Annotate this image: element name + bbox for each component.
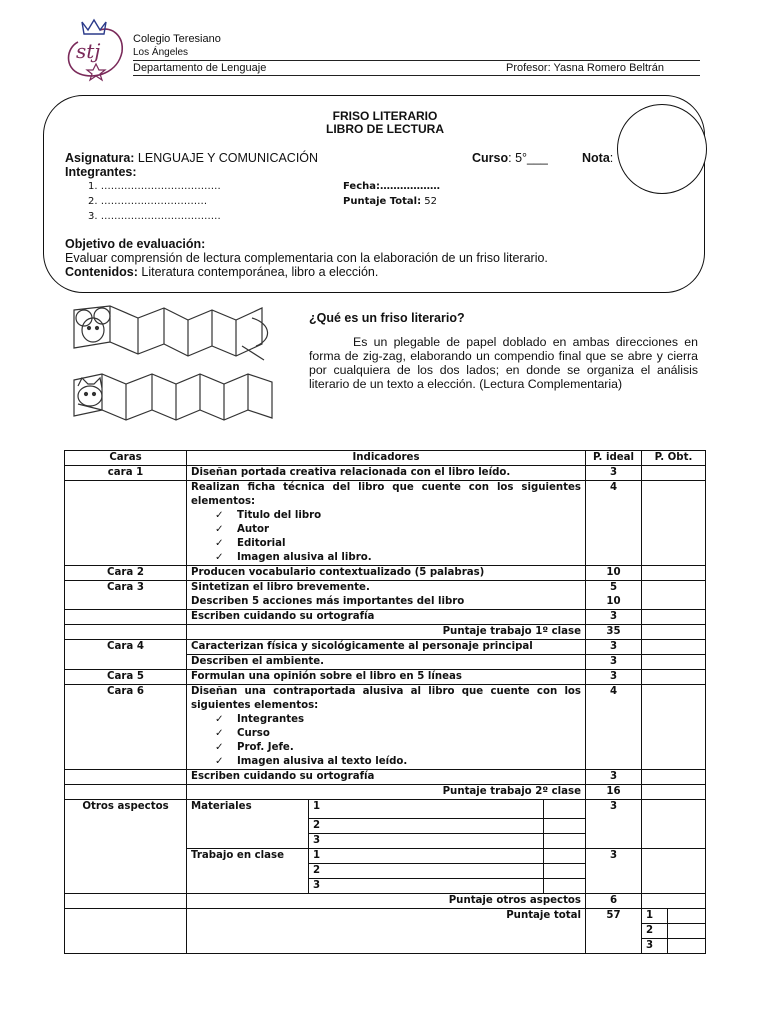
indicator: Diseñan portada creativa relacionada con el libro leído. xyxy=(187,466,586,481)
friso-description: Es un plegable de papel doblado en ambas direcciones en forma de zig-zag, elaborando un compendio final que se abre y cierra por cualquiera de los dos lados; en donde se organiza el análisis literario de un texto a elección. (Lectura Complementaria) xyxy=(309,335,698,391)
total-sub-number: 1 xyxy=(642,909,668,924)
title-line-2: LIBRO DE LECTURA xyxy=(326,122,444,136)
rubric-table xyxy=(64,450,706,954)
p-ideal: 3 xyxy=(586,655,642,670)
cara-label: Cara 3 xyxy=(65,581,187,610)
sub-number: 2 xyxy=(309,819,544,834)
p-ideal: 3 xyxy=(586,466,642,481)
total-value: 57 xyxy=(586,909,642,954)
col-header-indicadores: Indicadores xyxy=(187,451,586,466)
total-sub-blank xyxy=(668,939,706,954)
indicator-text: Sintetizan el libro brevemente. xyxy=(191,582,370,593)
check-item: ✓ Prof. Jefe. xyxy=(191,741,581,755)
school-name: Colegio Teresiano xyxy=(133,33,221,45)
member-1: 1. ……………………………… xyxy=(88,181,221,192)
asignatura-label: Asignatura: xyxy=(65,151,135,165)
curso xyxy=(472,151,548,165)
fecha: Fecha:……………… xyxy=(343,181,441,192)
header-rule xyxy=(133,60,700,61)
school-city: Los Ángeles xyxy=(133,47,189,58)
puntaje-label: Puntaje Total: xyxy=(343,196,422,207)
logo-text: stj xyxy=(76,39,101,63)
empty-cell xyxy=(65,610,187,625)
indicator: Escriben cuidando su ortografía xyxy=(187,770,586,785)
p-obt-cell xyxy=(642,481,706,566)
indicator-text: Realizan ficha técnica del libro que cuente con los siguientes elementos: xyxy=(191,482,581,507)
indicator-text: Describen 5 acciones más importantes del libro xyxy=(191,596,465,607)
col-header-p-ideal: P. ideal xyxy=(586,451,642,466)
p-ideal: 3 xyxy=(586,849,642,894)
table-row xyxy=(65,581,706,610)
p-obt-cell xyxy=(642,849,706,894)
p-obt-cell xyxy=(642,670,706,685)
p-ideal-b: 10 xyxy=(606,596,621,607)
cara-label: Cara 2 xyxy=(65,566,187,581)
p-obt-cell xyxy=(642,894,706,909)
p-ideal-a: 5 xyxy=(609,582,618,593)
table-header-row xyxy=(65,451,706,466)
table-row xyxy=(65,566,706,581)
p-obt-cell xyxy=(642,581,706,610)
sub-number: 3 xyxy=(309,879,544,894)
sub-blank xyxy=(544,800,586,819)
table-row xyxy=(65,481,706,566)
table-row xyxy=(65,466,706,481)
check-item: ✓ Imagen alusiva al libro. xyxy=(191,551,581,565)
p-obt-cell xyxy=(642,625,706,640)
empty-cell xyxy=(65,481,187,566)
indicator: Formulan una opinión sobre el libro en 5 líneas xyxy=(187,670,586,685)
check-item: ✓ Imagen alusiva al texto leído. xyxy=(191,755,581,769)
member-3: 3. ……………………………… xyxy=(88,211,221,222)
subtotal-row xyxy=(65,625,706,640)
p-obt-cell xyxy=(642,610,706,625)
empty-cell xyxy=(65,909,187,954)
contenidos-label: Contenidos: xyxy=(65,265,138,279)
total-sub-blank xyxy=(668,924,706,939)
p-ideal xyxy=(586,581,642,610)
document-title xyxy=(43,110,727,136)
puntaje-total xyxy=(343,196,437,207)
cara-label: Cara 6 xyxy=(65,685,187,770)
objetivo-label: Objetivo de evaluación: xyxy=(65,237,206,251)
sub-number: 1 xyxy=(309,849,544,864)
indicator xyxy=(187,581,586,610)
col-header-p-obt: P. Obt. xyxy=(642,451,706,466)
table-row xyxy=(65,770,706,785)
sub-blank xyxy=(544,849,586,864)
p-obt-cell xyxy=(642,655,706,670)
asignatura xyxy=(65,151,318,165)
otros-aspectos-label: Otros aspectos xyxy=(65,800,187,894)
table-row xyxy=(65,685,706,770)
p-ideal: 4 xyxy=(586,481,642,566)
check-item: ✓ Titulo del libro xyxy=(191,509,581,523)
subtotal-value: 16 xyxy=(586,785,642,800)
sub-blank xyxy=(544,864,586,879)
friso-question: ¿Qué es un friso literario? xyxy=(309,311,465,325)
total-row xyxy=(65,909,706,924)
p-ideal: 3 xyxy=(586,640,642,655)
curso-label: Curso xyxy=(472,151,509,165)
empty-cell xyxy=(65,894,187,909)
school-logo xyxy=(60,12,130,82)
teacher: Profesor: Yasna Romero Beltrán xyxy=(506,62,664,74)
indicator: Describen el ambiente. xyxy=(187,655,586,670)
p-ideal: 10 xyxy=(586,566,642,581)
contenidos xyxy=(65,265,378,279)
check-item: ✓ Curso xyxy=(191,727,581,741)
p-obt-cell xyxy=(642,640,706,655)
total-sub-number: 3 xyxy=(642,939,668,954)
sub-blank xyxy=(544,834,586,849)
indicator: Producen vocabulario contextualizado (5 palabras) xyxy=(187,566,586,581)
sub-blank xyxy=(544,879,586,894)
subtotal-row xyxy=(65,894,706,909)
nota-label: Nota xyxy=(582,151,610,165)
check-item: ✓ Editorial xyxy=(191,537,581,551)
table-row xyxy=(65,640,706,655)
p-ideal: 4 xyxy=(586,685,642,770)
cara-label: Cara 4 xyxy=(65,640,187,670)
table-row xyxy=(65,610,706,625)
p-obt-cell xyxy=(642,770,706,785)
curso-value: : 5°___ xyxy=(508,151,548,165)
header-rule-bottom xyxy=(133,75,700,76)
indicator xyxy=(187,685,586,770)
p-ideal: 3 xyxy=(586,670,642,685)
nota xyxy=(582,151,613,165)
subtotal-label: Puntaje otros aspectos xyxy=(187,894,586,909)
puntaje-value: 52 xyxy=(421,196,438,207)
empty-cell xyxy=(65,785,187,800)
cara-label: Cara 5 xyxy=(65,670,187,685)
subtotal-label: Puntaje trabajo 2º clase xyxy=(187,785,586,800)
contenidos-text: Literatura contemporánea, libro a elección. xyxy=(137,265,379,279)
subtotal-label: Puntaje trabajo 1º clase xyxy=(187,625,586,640)
subtotal-value: 6 xyxy=(586,894,642,909)
asignatura-value: LENGUAJE Y COMUNICACIÓN xyxy=(134,151,319,165)
cara-label: cara 1 xyxy=(65,466,187,481)
total-sub-number: 2 xyxy=(642,924,668,939)
sub-blank xyxy=(544,819,586,834)
trabajo-label: Trabajo en clase xyxy=(187,849,309,894)
friso-illustration xyxy=(66,298,292,438)
department: Departamento de Lenguaje xyxy=(133,62,267,74)
indicator-text: Diseñan una contraportada alusiva al libro que cuente con los siguientes elementos: xyxy=(191,686,581,711)
p-obt-cell xyxy=(642,566,706,581)
p-ideal: 3 xyxy=(586,800,642,849)
indicator: Escriben cuidando su ortografía xyxy=(187,610,586,625)
nota-value: : xyxy=(609,151,614,165)
col-header-caras: Caras xyxy=(65,451,187,466)
empty-cell xyxy=(65,770,187,785)
indicator xyxy=(187,481,586,566)
sub-number: 3 xyxy=(309,834,544,849)
p-ideal: 3 xyxy=(586,610,642,625)
table-row xyxy=(65,670,706,685)
indicator: Caracterizan física y sicológicamente al personaje principal xyxy=(187,640,586,655)
member-2: 2. …………..……………… xyxy=(88,196,208,207)
subtotal-value: 35 xyxy=(586,625,642,640)
total-label: Puntaje total xyxy=(187,909,586,954)
sub-number: 2 xyxy=(309,864,544,879)
integrantes-label: Integrantes: xyxy=(65,165,137,179)
materiales-label: Materiales xyxy=(187,800,309,849)
check-item: ✓ Autor xyxy=(191,523,581,537)
empty-cell xyxy=(65,625,187,640)
subtotal-row xyxy=(65,785,706,800)
p-obt-cell xyxy=(642,800,706,849)
p-obt-cell xyxy=(642,466,706,481)
sub-number: 1 xyxy=(309,800,544,819)
objetivo-text: Evaluar comprensión de lectura complementaria con la elaboración de un friso literario. xyxy=(65,251,548,265)
title-line-1: FRISO LITERARIO xyxy=(332,109,438,123)
total-sub-blank xyxy=(668,909,706,924)
p-ideal: 3 xyxy=(586,770,642,785)
p-obt-cell xyxy=(642,685,706,770)
p-obt-cell xyxy=(642,785,706,800)
table-row xyxy=(65,800,706,819)
check-item: ✓ Integrantes xyxy=(191,713,581,727)
